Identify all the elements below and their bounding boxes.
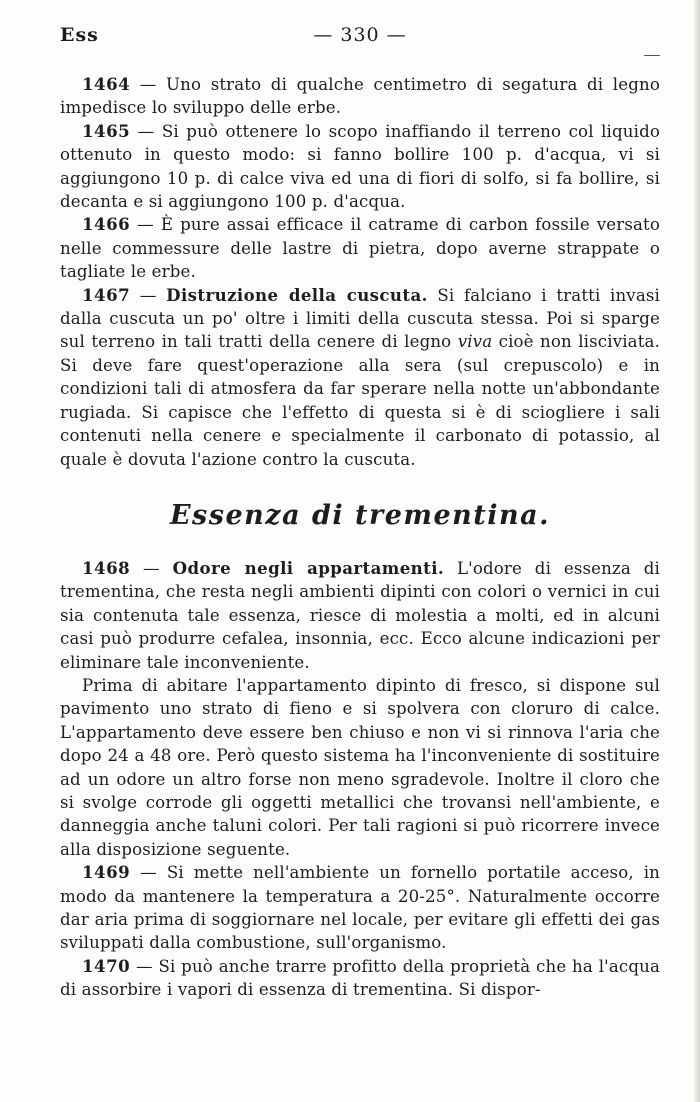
entry-heading: Distruzione della cuscuta.	[166, 284, 428, 305]
entry-number: 1469	[82, 862, 131, 883]
page-edge-shadow	[694, 0, 700, 1102]
paragraph-text: Si può anche trarre profitto della proprietà che ha l'acqua di assorbire i vapori di essenza di trementina. Si dispor-	[60, 956, 660, 1000]
paragraph-text: Si può ottenere lo scopo inaffiando il terreno col liquido ottenuto in questo modo: si fanno bollire 100 p. d'acqua, vi si aggiungono 10 p. di calce viva ed una di fiori di solfo, si fa bollire, si decanta e si aggiungono 100 p. d'acqua.	[60, 121, 660, 212]
header-rule	[644, 55, 660, 56]
paragraph-continuation	[60, 674, 660, 861]
section-title: Essenza di trementina.	[169, 499, 551, 531]
paragraph-text: Si mette nell'ambiente un fornello portatile acceso, in modo da mantenere la temperatura a 20-25°. Naturalmente occorre dar aria prima di soggiornare nel locale, per evitare gli effetti dei gas sviluppati dalla combustione, sull'organismo.	[60, 863, 661, 953]
italic-word: viva	[457, 332, 493, 352]
entry-heading: Odore negli appartamenti.	[172, 557, 445, 578]
paragraph-1466	[60, 213, 660, 283]
entry-dash: —	[130, 285, 167, 305]
paragraph-text: È pure assai efficace il catrame di carbon fossile versato nelle commessure delle lastre di pietra, dopo averne strappate o tagliate le erbe.	[60, 215, 661, 282]
paragraph-text: Uno strato di qualche centimetro di segatura di legno impedisce lo sviluppo delle erbe.	[60, 75, 660, 118]
paragraph-1468	[60, 557, 660, 674]
paragraph-1470	[60, 955, 660, 1002]
page-number: — 330 —	[313, 24, 407, 46]
entry-number: 1468	[82, 557, 131, 578]
paragraph-text: L'odore di essenza di trementina, che resta negli ambienti dipinti con colori o vernici in cui sia contenuta tale essenza, riesce di molestia a molti, ed in alcuni casi può produrre cefalea, insonnia, ecc. Ecco alcune indicazioni per eliminare tale inconveniente.	[60, 558, 661, 672]
entry-number: 1465	[82, 120, 131, 141]
running-head-left: Ess	[60, 24, 99, 46]
paragraph-1467	[60, 284, 660, 471]
entry-number: 1466	[82, 214, 131, 235]
entry-dash: —	[130, 863, 167, 883]
entry-number: 1464	[82, 74, 131, 94]
body-text	[60, 73, 660, 1002]
entry-number: 1470	[82, 955, 131, 976]
entry-dash: —	[130, 558, 173, 578]
paragraph-text: Prima di abitare l'appartamento dipinto di fresco, si dispone sul pavimento uno strato di fieno e si spolvera con cloruro di calce. L'appartamento deve essere ben chiuso e non vi si rinnova l'aria che dopo 24 a 48 ore. Però questo sistema ha l'inconveniente di sostituire ad un odore un altro forse non meno sgradevole. Inoltre il cloro che si svolge corrode gli oggetti metallici che trovansi nell'ambiente, e danneggia anche taluni colori. Per tali ragioni si può ricorrere invece alla disposizione seguente.	[60, 675, 660, 859]
entry-dash: —	[130, 215, 161, 235]
paragraph-text: Si falciano i tratti invasi dalla cuscuta un po' oltre i limiti della cuscuta stessa. Poi si sparge sul terreno in tali tratti della cenere di legno	[60, 285, 660, 352]
entry-dash: —	[130, 75, 167, 94]
entry-dash: —	[130, 956, 159, 976]
paragraph-1464	[60, 73, 660, 120]
paragraph-text: cioè non lisciviata. Si deve fare quest'operazione alla sera (sul crepuscolo) e in condizioni tali di atmosfera da far sperare nella notte un'abbondante rugiada. Si capisce che l'effetto di questa si è di sciogliere i sali contenuti nella cenere e specialmente il carbonato di potassio, al quale è dovuta l'azione contro la cuscuta.	[60, 332, 660, 469]
entry-number: 1467	[82, 284, 131, 305]
running-header	[60, 24, 660, 50]
entry-dash: —	[130, 121, 162, 141]
paragraph-1465	[60, 120, 660, 214]
paragraph-1469	[60, 861, 660, 955]
